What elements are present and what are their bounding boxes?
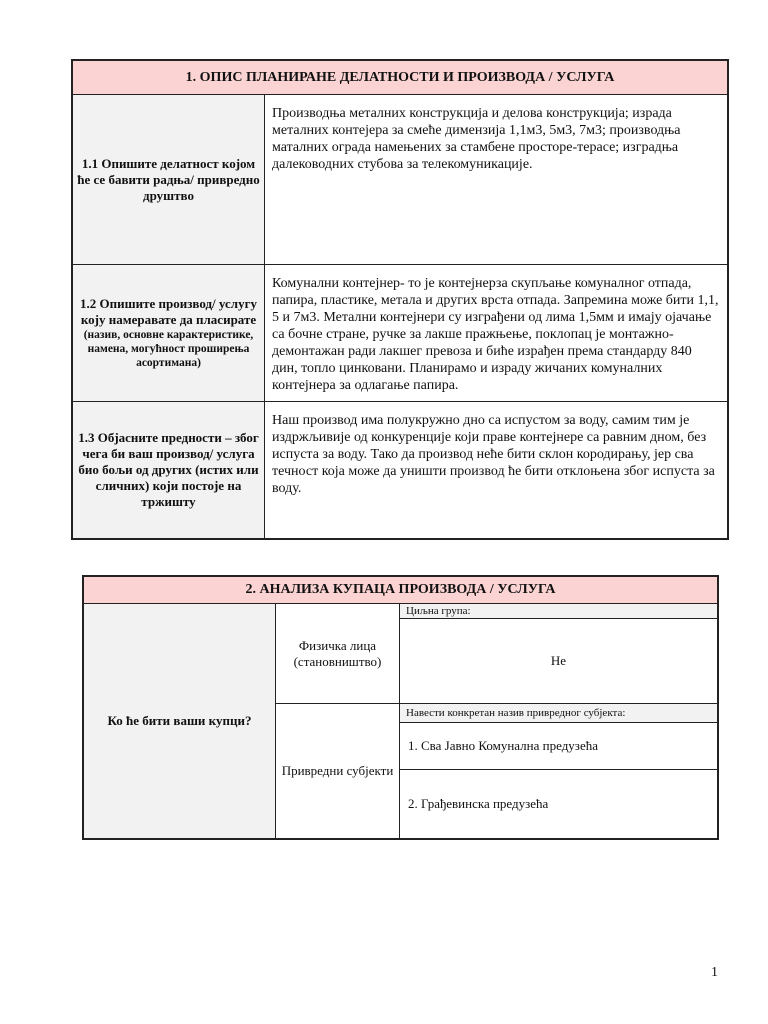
section2-title: 2. АНАЛИЗА КУПАЦА ПРОИЗВОДА / УСЛУГА (83, 576, 718, 604)
page-number: 1 (711, 965, 718, 980)
target-group-caption: Циљна група: (400, 604, 719, 619)
customer-analysis-table (82, 575, 719, 840)
businesses-label: Привредни субјекти (276, 704, 400, 840)
target-group-value: Не (400, 619, 719, 704)
individuals-label: Физичка лица (становништво) (276, 604, 400, 704)
business-description-table (71, 59, 729, 540)
answer-1-2: Комунални контејнер- то је контејнерза скупљање комуналног отпада, папира, пластике, метала и других врста отпада. Запремина може бити 1,1, 5 и 7м3. Метални контејнери су изграђени од лима 1,5мм и имају ојачање са бочне стране, ручке за лакше пражњење, поклопац је монтажно-демонтажан ради лакшег превоза и биће израђен према стандарду 840 дин, топло цинковани. Планирамо и израду жичаних комуналних контејнера за одлагање папира. (265, 265, 729, 402)
question-1-2-text: 1.2 Опишите производ/ услугу коју намеравате да пласирате (80, 296, 257, 327)
section1-title: 1. ОПИС ПЛАНИРАНЕ ДЕЛАТНОСТИ И ПРОИЗВОДА / УСЛУГА (72, 60, 728, 95)
question-1-2-label (72, 265, 265, 402)
question-1-3-label (72, 402, 265, 539)
business-entry-2: 2. Грађевинска предузећа (400, 770, 719, 840)
customers-question: Ко ће бити ваши купци? (83, 604, 276, 840)
business-entry-1: 1. Сва Јавно Комунална предузећа (400, 723, 719, 770)
answer-1-3: Наш производ има полукружно дно са испустом за воду, самим тим је издржљивије од конкуренције који праве контејнере са равним дном, без испуста за воду. Тако да производ неће бити склон кородирању, јер сва течност која може да уништи производ ће бити отклоњена због испуста за воду. (265, 402, 729, 539)
question-1-1-text: 1.1 Опишите делатност којом ће се бавити радња/ привредно друштво (77, 155, 260, 203)
answer-1-1: Производња металних конструкција и делова конструкција; израда металних контејера за смеће димензија 1,1м3, 5м3, 7м3; производња маталних ограда намењених за стамбене просторе-терасе; изградња далеководних стубова за телекомуникације. (265, 95, 729, 265)
question-1-2-sublabel: (назив, основне карактеристике, намена, могућност проширења асортимана) (83, 329, 254, 369)
business-name-caption: Навести конкретан назив привредног субјекта: (400, 704, 719, 723)
question-1-1-label (72, 95, 265, 265)
question-1-3-text: 1.3 Објасните предности – због чега би ваш производ/ услуга био бољи од других (истих или сличних) који постоје на тржишту (78, 429, 259, 509)
